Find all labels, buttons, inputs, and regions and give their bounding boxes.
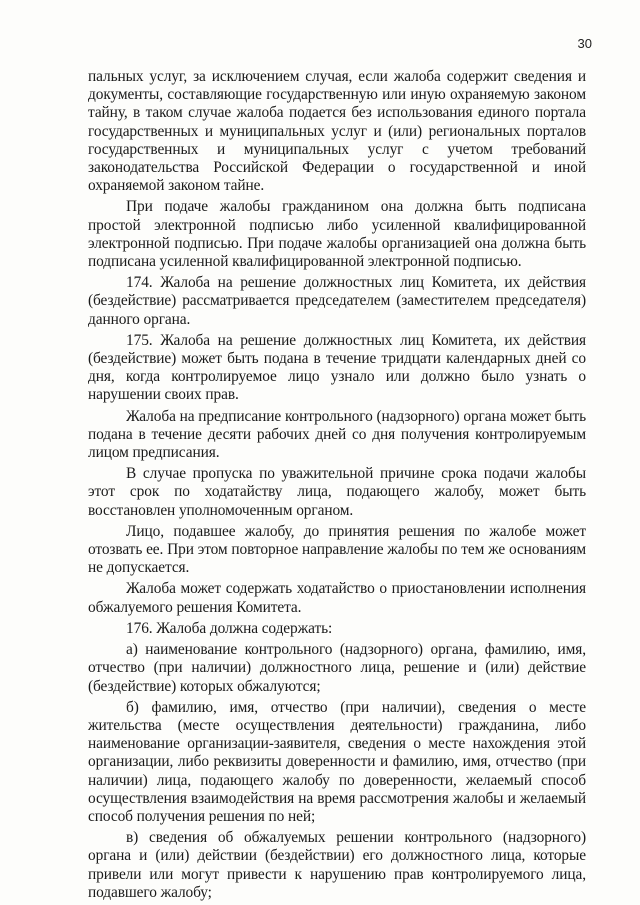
- paragraph-176: 176. Жалоба должна содержать:: [126, 619, 333, 637]
- paragraph-signature: При подаче жалобы гражданином она должна быть подписана простой электронной подписью либо усиленной квалифицированной электронной подписью. При подаче жалобы организацией она должна быть подписана усиленной квалифицированной электронной подписью.: [88, 198, 586, 271]
- paragraph-suspension: Жалоба может содержать ходатайство о приостановлении исполнения обжалуемого решения Комитета.: [88, 580, 586, 616]
- paragraph-175: 175. Жалоба на решение должностных лиц Комитета, их действия (бездействие) может быть подана в течение тридцати календарных дней со дня, когда контролируемое лицо узнало или должно было узнать о нарушении своих прав.: [88, 331, 586, 404]
- paragraph-174: 174. Жалоба на решение должностных лиц Комитета, их действия (бездействие) рассматривается председателем (заместителем председателя) данного органа.: [88, 274, 586, 328]
- paragraph-prescription: Жалоба на предписание контрольного (надзорного) органа может быть подана в течение десяти рабочих дней со дня получения контролируемым лицом предписания.: [88, 407, 586, 462]
- paragraph-deadline-restore: В случае пропуска по уважительной причине срока подачи жалобы этот срок по ходатайству лица, подающего жалобу, может быть восстановлен уполномоченным органом.: [88, 465, 586, 519]
- paragraph-continuation: пальных услуг, за исключением случая, если жалоба содержит сведения и документы, составляющие государственную или иную охраняемую законом тайну, в таком случае жалоба подается без использования единого портала государственных и муниципальных услуг и (или) региональных порталов государственных и муниципальных услуг с учетом требований законодательства Российской Федерации о государственной и иной охраняемой законом тайне.: [88, 68, 586, 195]
- list-item-b: б) фамилию, имя, отчество (при наличии), сведения о месте жительства (месте осуществления деятельности) гражданина, либо наименование организации-заявителя, сведения о месте нахождения этой организации, либо реквизиты доверенности и фамилию, имя, отчество (при наличии) лица, подающего жалобу по доверенности, желаемый способ осуществления взаимодействия на время рассмотрения жалобы и желаемый способ получения решения по ней;: [88, 698, 586, 825]
- page-number: 30: [577, 36, 592, 51]
- document-body: [88, 68, 586, 902]
- paragraph-withdraw: Лицо, подавшее жалобу, до принятия решения по жалобе может отозвать ее. При этом повторное направление жалобы по тем же основаниям не допускается.: [88, 522, 586, 577]
- list-item-a: а) наименование контрольного (надзорного) органа, фамилию, имя, отчество (при наличии) должностного лица, решение и (или) действие (бездействие) которых обжалуются;: [88, 641, 586, 695]
- list-item-v: в) сведения об обжалуемых решении контрольного (надзорного) органа и (или) действии (бездействии) его должностного лица, которые привели или могут привести к нарушению прав контролируемого лица, подавшего жалобу;: [88, 829, 586, 901]
